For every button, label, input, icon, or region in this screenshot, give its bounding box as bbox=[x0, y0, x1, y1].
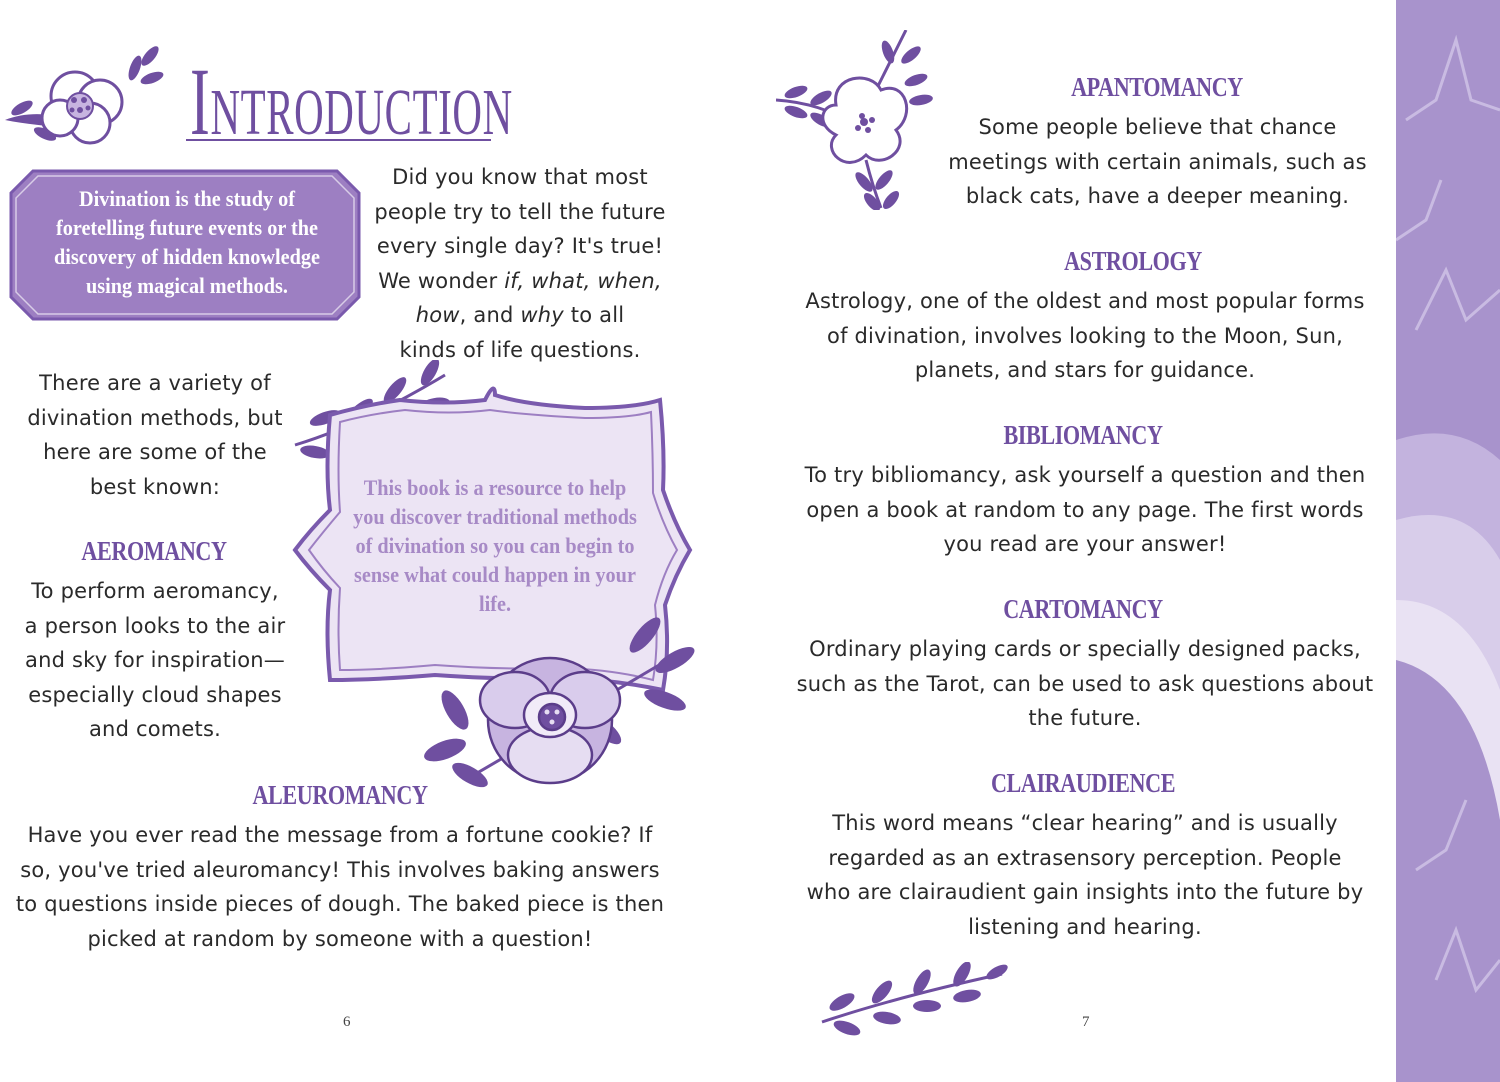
title-underline bbox=[186, 137, 496, 143]
section-heading: CARTOMANCY bbox=[1003, 594, 1163, 624]
section-heading: ALEUROMANCY bbox=[252, 780, 428, 810]
intro-paragraph: Did you know that most people try to tell the future every single day? It's true! We wonder if, what, when, how, and why to all kinds of life questions. bbox=[374, 165, 666, 362]
leaf-sprig-icon bbox=[812, 962, 1012, 1042]
page-number: 6 bbox=[343, 1014, 351, 1030]
page-title: INTRODUCTION bbox=[190, 48, 513, 155]
flower-icon bbox=[776, 30, 946, 210]
section-body: To try bibliomancy, ask yourself a question and then open a book at random to any page. The first words you read are your answer! bbox=[804, 463, 1366, 556]
section-heading: AEROMANCY bbox=[81, 536, 227, 566]
flower-icon bbox=[0, 38, 180, 158]
section-body: Astrology, one of the oldest and most popular forms of divination, involves looking to the Moon, Sun, planets, and stars for guidance. bbox=[805, 289, 1365, 382]
section-heading: ASTROLOGY bbox=[1064, 246, 1202, 276]
section-body: Have you ever read the message from a fortune cookie? If so, you've tried aleuromancy! This involves baking answers to questions inside pieces of dough. The baked piece is then picked at random by someone with a question! bbox=[15, 823, 665, 951]
variety-paragraph: There are a variety of divination methods, but here are some of the best known: bbox=[27, 371, 283, 499]
definition-box-text: Divination is the study of foretelling future events or the discovery of hidden knowledge using magical methods. bbox=[53, 186, 321, 298]
side-band-decoration bbox=[1396, 0, 1500, 1082]
page-number: 7 bbox=[1082, 1014, 1090, 1030]
section-body: To perform aeromancy, a person looks to the air and sky for inspiration— especially cloud shapes and comets. bbox=[24, 579, 286, 741]
section-heading: APANTOMANCY bbox=[1071, 72, 1243, 102]
resource-box-text: This book is a resource to help you discover traditional methods of divination so you can begin to sense what could happen in your life. bbox=[353, 475, 637, 616]
section-body: Ordinary playing cards or specially designed packs, such as the Tarot, can be used to ask questions about the future. bbox=[796, 637, 1374, 730]
section-body: This word means “clear hearing” and is usually regarded as an extrasensory perception. People who are clairaudient gain insights into the future by listening and hearing. bbox=[806, 811, 1364, 939]
section-body: Some people believe that chance meetings with certain animals, such as black cats, have a deeper meaning. bbox=[948, 115, 1367, 208]
section-heading: CLAIRAUDIENCE bbox=[990, 768, 1176, 798]
section-heading: BIBLIOMANCY bbox=[1003, 420, 1163, 450]
